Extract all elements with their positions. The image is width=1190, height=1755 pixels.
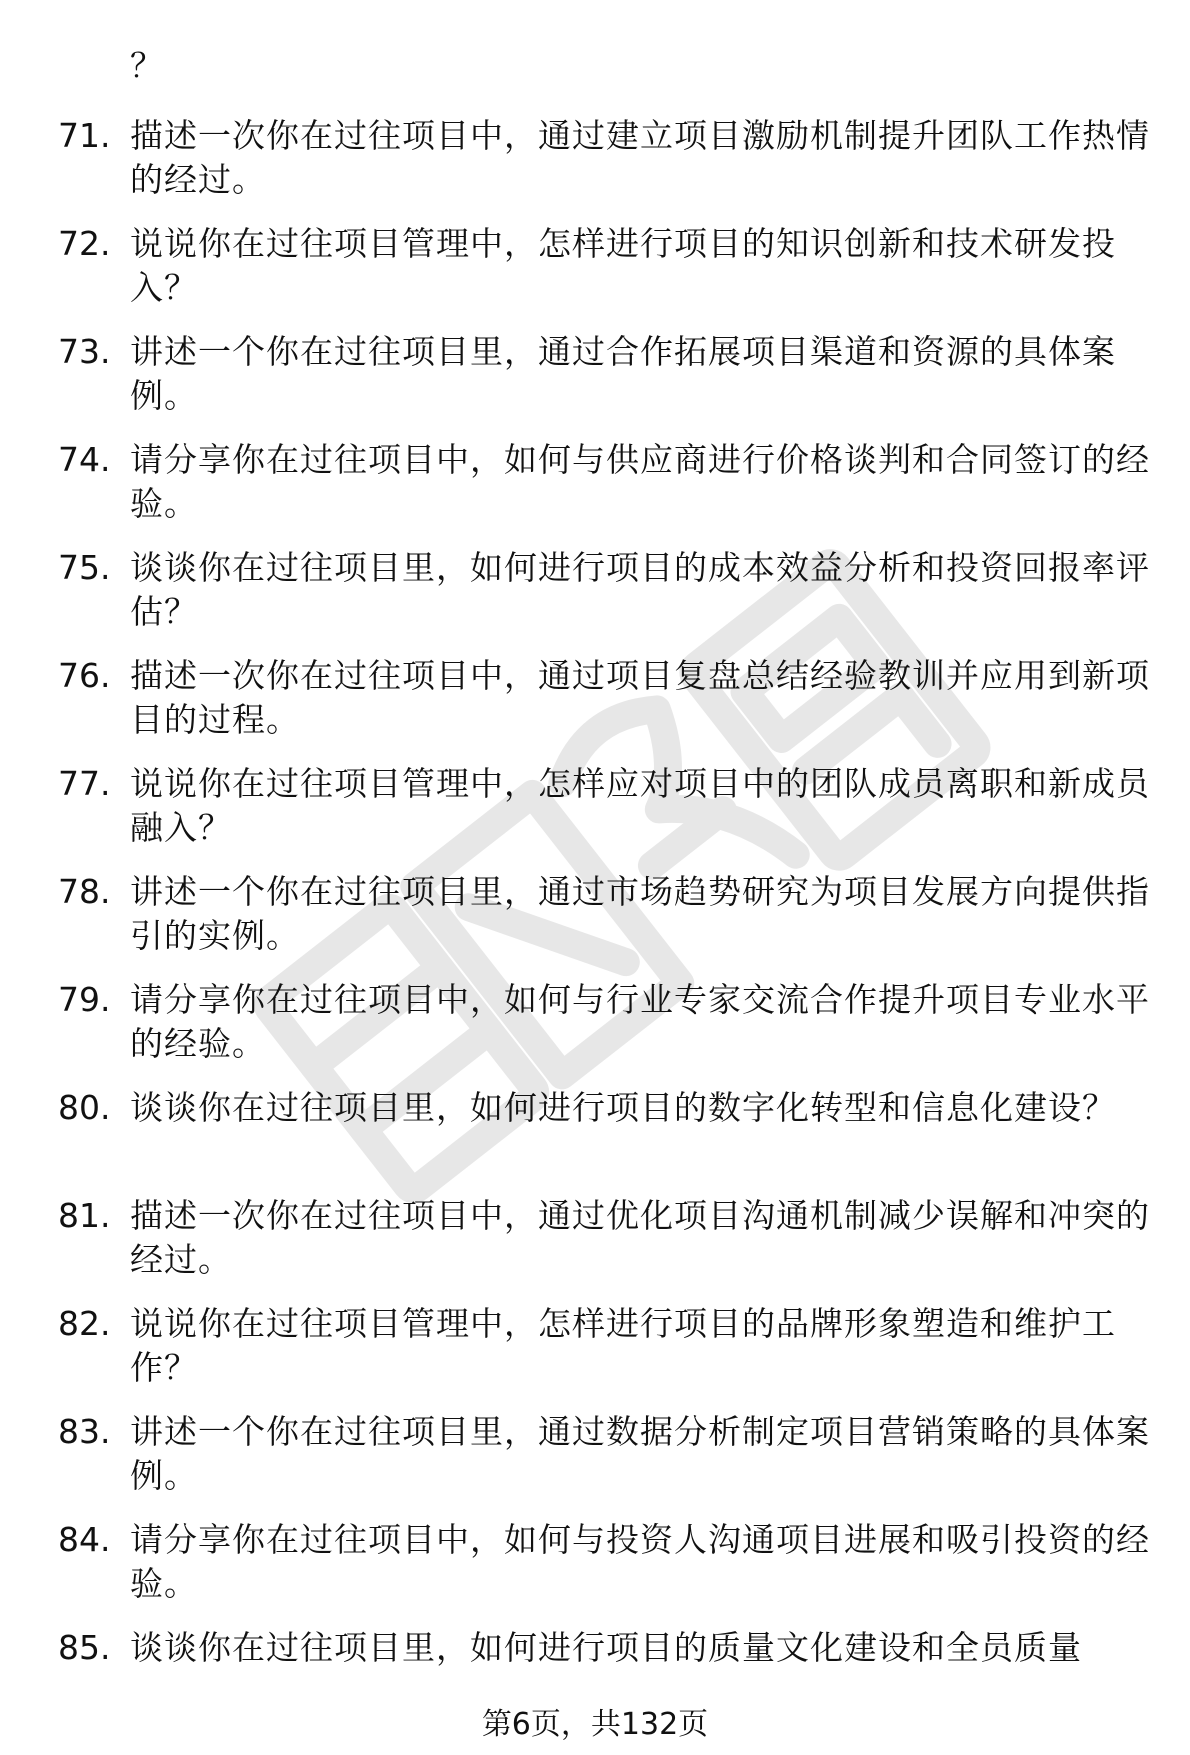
question-item — [0, 222, 1190, 330]
question-number: 77. — [58, 764, 111, 803]
page-number-footer: 第6页，共132页 — [481, 1707, 709, 1742]
question-text: 说说你在过往项目管理中，怎样进行项目的品牌形象塑造和维护工作？ — [130, 1304, 1116, 1387]
question-text: 请分享你在过往项目中，如何与供应商进行价格谈判和合同签订的经验。 — [130, 440, 1150, 523]
question-text: 描述一次你在过往项目中，通过优化项目沟通机制减少误解和冲突的经过。 — [130, 1196, 1150, 1279]
question-number: 76. — [58, 656, 111, 695]
question-text: 描述一次你在过往项目中，通过建立项目激励机制提升团队工作热情的经过。 — [130, 116, 1150, 199]
question-text: 请分享你在过往项目中，如何与投资人沟通项目进展和吸引投资的经验。 — [130, 1520, 1150, 1603]
question-number: 78. — [58, 872, 111, 911]
question-text: 谈谈你在过往项目里，如何进行项目的数字化转型和信息化建设？ — [130, 1088, 1116, 1127]
question-text: 讲述一个你在过往项目里，通过市场趋势研究为项目发展方向提供指引的实例。 — [130, 872, 1150, 955]
question-item — [0, 1194, 1190, 1302]
question-text: 请分享你在过往项目中，如何与行业专家交流合作提升项目专业水平的经验。 — [130, 980, 1150, 1063]
question-item — [0, 654, 1190, 762]
question-item — [0, 330, 1190, 438]
question-text: 谈谈你在过往项目里，如何进行项目的成本效益分析和投资回报率评估？ — [130, 548, 1150, 631]
question-item — [0, 1518, 1190, 1626]
question-number: 79. — [58, 980, 111, 1019]
question-number: 81. — [58, 1196, 111, 1235]
question-item — [0, 1302, 1190, 1410]
question-item — [0, 1086, 1190, 1194]
question-number: 74. — [58, 440, 111, 479]
question-number: 82. — [58, 1304, 111, 1343]
question-item — [0, 978, 1190, 1086]
question-number: 71. — [58, 116, 111, 155]
question-item — [0, 438, 1190, 546]
question-text: 说说你在过往项目管理中，怎样应对项目中的团队成员离职和新成员融入？ — [130, 764, 1150, 847]
question-number: 75. — [58, 548, 111, 587]
question-text: 讲述一个你在过往项目里，通过数据分析制定项目营销策略的具体案例。 — [130, 1412, 1150, 1495]
question-text: 说说你在过往项目管理中，怎样进行项目的知识创新和技术研发投入？ — [130, 224, 1116, 307]
question-item — [0, 762, 1190, 870]
question-item — [0, 870, 1190, 978]
continuation-text: ？ — [130, 46, 164, 85]
question-text: 描述一次你在过往项目中，通过项目复盘总结经验教训并应用到新项目的过程。 — [130, 656, 1150, 739]
question-item — [0, 1410, 1190, 1518]
question-number: 84. — [58, 1520, 111, 1559]
question-number: 73. — [58, 332, 111, 371]
question-item — [0, 546, 1190, 654]
question-number: 83. — [58, 1412, 111, 1451]
question-number: 72. — [58, 224, 111, 263]
question-text: 谈谈你在过往项目里，如何进行项目的质量文化建设和全员质量 — [130, 1628, 1082, 1667]
question-number: 80. — [58, 1088, 111, 1127]
question-list — [0, 114, 1190, 1734]
question-text: 讲述一个你在过往项目里，通过合作拓展项目渠道和资源的具体案例。 — [130, 332, 1116, 415]
question-item — [0, 114, 1190, 222]
question-number: 85. — [58, 1628, 111, 1667]
